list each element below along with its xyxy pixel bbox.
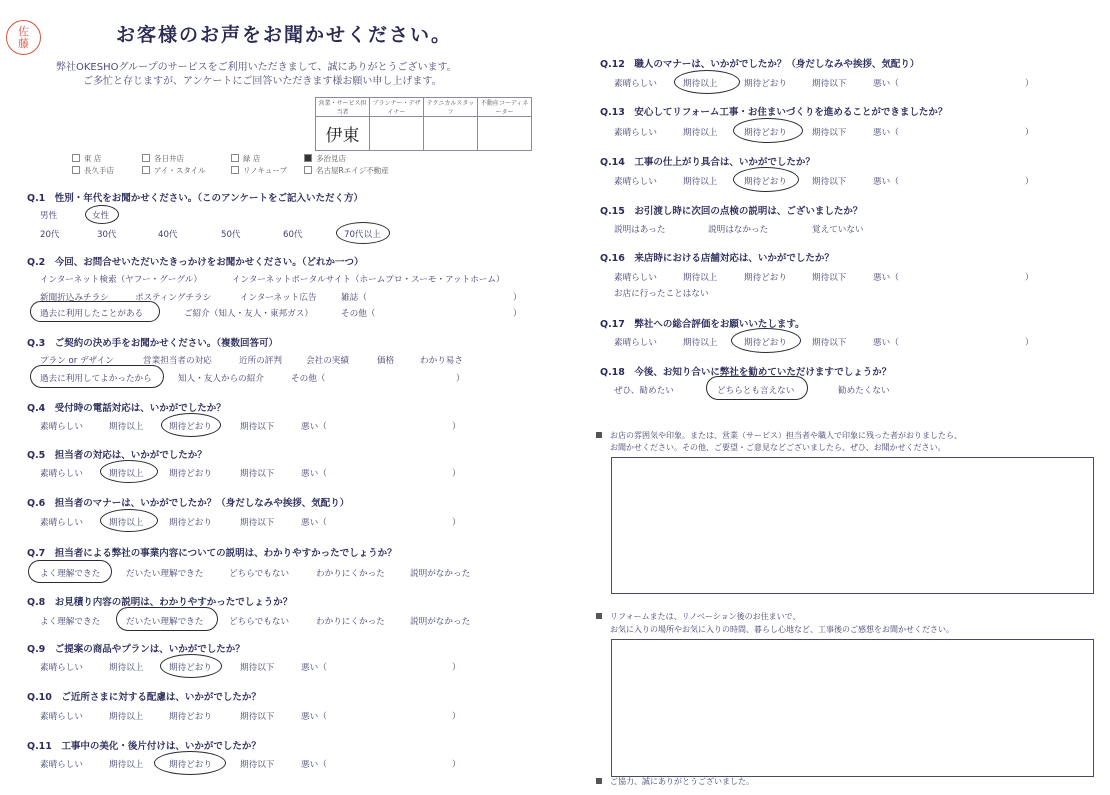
q15-option[interactable]: 覚えていない <box>812 225 864 235</box>
shop-option[interactable]: 東 店 <box>72 153 101 164</box>
q7-explain-option[interactable]: わかりにくかった <box>316 569 385 579</box>
q16-rating-option[interactable]: 期待以上 <box>683 273 718 283</box>
q16-rating-option[interactable]: 素晴らしい <box>614 273 657 283</box>
q8-explain-option[interactable]: だいたい理解できた <box>126 617 204 627</box>
free-comment-2-prompt-line2: お気に入りの場所やお気に入りの時間、暮らし心地など、工事後のご感想をお聞かせください。 <box>610 625 954 634</box>
q6-bracket-close: ） <box>452 518 461 528</box>
checkbox-checked-icon[interactable] <box>304 154 312 162</box>
q18-option[interactable]: ぜひ、勧めたい <box>614 386 674 396</box>
q13-rating-option[interactable]: 期待以下 <box>812 128 847 138</box>
shop-option[interactable]: 多治見店 <box>304 153 346 164</box>
staff-value-planner[interactable] <box>370 117 424 151</box>
q8-explain-option[interactable]: よく理解できた <box>40 617 101 627</box>
q3-option[interactable]: 会社の実績 <box>306 356 349 366</box>
q6-rating-option[interactable]: 期待どおり <box>169 518 212 528</box>
q2-option[interactable]: 過去に利用したことがある <box>40 309 144 319</box>
free-comment-2-box[interactable] <box>611 639 1094 777</box>
question-12-title: Q.12 職人のマナーは、いかがでしたか？（身だしなみや挨拶、気配り） <box>600 59 920 70</box>
q8-explain-option[interactable]: わかりにくかった <box>316 617 385 627</box>
q1-age-option[interactable]: 30代 <box>97 230 117 240</box>
question-1-title: Q.1 性別・年代をお聞かせください。（このアンケートをご記入いただく方） <box>27 193 363 204</box>
q10-rating-option[interactable]: 期待どおり <box>169 712 212 722</box>
q1-gender-option[interactable]: 男性 <box>40 211 58 221</box>
q17-bracket-close: ） <box>1025 338 1034 348</box>
q11-rating-option[interactable]: 期待以上 <box>109 760 144 770</box>
q17-rating-option[interactable]: 期待以下 <box>812 338 847 348</box>
q8-explain-option[interactable]: どちらでもない <box>229 617 290 627</box>
q2-bracket-close: ） <box>513 293 522 303</box>
q4-rating-option[interactable]: 悪い（ <box>301 422 327 432</box>
q16-bracket-close: ） <box>1025 273 1034 283</box>
q12-rating-option[interactable]: 期待以下 <box>812 79 847 89</box>
q14-rating-option[interactable]: 期待以上 <box>683 177 718 187</box>
q2-option[interactable]: 新聞折込みチラシ <box>40 293 109 303</box>
question-10-title: Q.10 ご近所さまに対する配慮は、いかがでしたか？ <box>27 692 261 703</box>
q4-rating-option[interactable]: 期待以上 <box>109 422 144 432</box>
checkbox-icon[interactable] <box>231 166 239 174</box>
page-title: お客様のお声をお聞かせください。 <box>116 24 453 46</box>
q3-option[interactable]: その他（ <box>291 374 326 384</box>
question-7-title: Q.7 担当者による弊社の事業内容についての説明は、わかりやすかったでしょうか？ <box>27 548 397 559</box>
q16-rating-option[interactable]: 期待以下 <box>812 273 847 283</box>
q6-rating-option[interactable]: 期待以下 <box>240 518 275 528</box>
q12-rating-option[interactable]: 素晴らしい <box>614 79 657 89</box>
q1-age-option[interactable]: 70代以上 <box>344 230 381 240</box>
q4-bracket-close: ） <box>452 422 461 432</box>
intro-line-2: ご多忙と存じますが、アンケートにご回答いただきます様お願い申し上げます。 <box>83 76 442 87</box>
q3-bracket-close: ） <box>456 374 465 384</box>
q11-bracket-close: ） <box>452 760 461 770</box>
q9-rating-option[interactable]: 期待以上 <box>109 663 144 673</box>
q3-option[interactable]: 価格 <box>377 356 395 366</box>
q15-option[interactable]: 説明はあった <box>614 225 666 235</box>
free-comment-1-box[interactable] <box>611 457 1094 594</box>
q16-rating-option[interactable]: 期待どおり <box>744 273 787 283</box>
q16-rating-option[interactable]: 悪い（ <box>873 273 899 283</box>
q12-rating-option[interactable]: 悪い（ <box>873 79 899 89</box>
shop-option[interactable]: 名古屋Rエイジ不動産 <box>304 165 389 176</box>
intro-line-1: 弊社OKESHOグループのサービスをご利用いただきまして、誠にありがとうございます。 <box>56 62 457 73</box>
question-13-title: Q.13 安心してリフォーム工事・お住まいづくりを進めることができましたか？ <box>600 107 948 118</box>
q9-rating-option[interactable]: 期待どおり <box>169 663 212 673</box>
checkbox-icon[interactable] <box>142 154 150 162</box>
q13-bracket-close: ） <box>1025 128 1034 138</box>
question-6-title: Q.6 担当者のマナーは、いかがでしたか？（身だしなみや挨拶、気配り） <box>27 498 350 509</box>
q3-option[interactable]: プラン or デザイン <box>40 356 114 366</box>
shop-option[interactable]: 各日井店 <box>142 153 184 164</box>
q7-explain-option[interactable]: 説明がなかった <box>410 569 471 579</box>
q9-bracket-close: ） <box>452 663 461 673</box>
q18-option[interactable]: 勧めたくない <box>838 386 890 396</box>
q14-rating-option[interactable]: 素晴らしい <box>614 177 657 187</box>
q14-rating-option[interactable]: 悪い（ <box>873 177 899 187</box>
q1-age-option[interactable]: 50代 <box>221 230 241 240</box>
footer-thanks: ご協力、誠にありがとうございました。 <box>596 776 754 787</box>
question-17-title: Q.17 弊社への総合評価をお願いいたします。 <box>600 319 805 330</box>
q9-rating-option[interactable]: 期待以下 <box>240 663 275 673</box>
q2-option[interactable]: インターネット検索（ヤフー・グーグル） <box>40 275 202 285</box>
q7-explain-option[interactable]: よく理解できた <box>40 569 101 579</box>
q8-explain-option[interactable]: 説明がなかった <box>410 617 471 627</box>
q2-option[interactable]: インターネットポータルサイト（ホームプロ・スーモ・アットホーム） <box>232 275 505 285</box>
staff-header-technical: テクニカルスタッフ <box>424 98 478 117</box>
shop-option[interactable]: アイ・スタイル <box>142 165 206 176</box>
q6-rating-option[interactable]: 悪い（ <box>301 518 327 528</box>
question-9-title: Q.9 ご提案の商品やプランは、いかがでしたか？ <box>27 644 245 655</box>
q1-age-option[interactable]: 20代 <box>40 230 60 240</box>
checkbox-icon[interactable] <box>304 166 312 174</box>
q2-option[interactable]: 雑誌（ <box>341 293 367 303</box>
shop-option[interactable]: 緑 店 <box>231 153 260 164</box>
question-3-title: Q.3 ご契約の決め手をお聞かせください。（複数回答可） <box>27 338 279 349</box>
q6-rating-option[interactable]: 素晴らしい <box>40 518 83 528</box>
q9-rating-option[interactable]: 悪い（ <box>301 663 327 673</box>
q10-bracket-close: ） <box>452 712 461 722</box>
q5-rating-option[interactable]: 期待以下 <box>240 469 275 479</box>
q14-rating-option[interactable]: 期待以下 <box>812 177 847 187</box>
checkbox-icon[interactable] <box>142 166 150 174</box>
q4-rating-option[interactable]: 期待どおり <box>169 422 212 432</box>
q3-option[interactable]: 近所の評判 <box>239 356 282 366</box>
staff-header-sales: 営業・サービス担当者 <box>316 98 370 117</box>
q11-rating-option[interactable]: 悪い（ <box>301 760 327 770</box>
q4-rating-option[interactable]: 素晴らしい <box>40 422 83 432</box>
question-18-title: Q.18 今後、お知り合いに弊社を勧めていただけますでしょうか？ <box>600 367 892 378</box>
q11-rating-option[interactable]: 期待以下 <box>240 760 275 770</box>
q17-rating-option[interactable]: 素晴らしい <box>614 338 657 348</box>
name-stamp: 佐 藤 <box>6 20 41 55</box>
q7-explain-option[interactable]: どちらでもない <box>229 569 290 579</box>
q13-rating-option[interactable]: 期待以上 <box>683 128 718 138</box>
shop-option[interactable]: リノキューブ <box>231 165 287 176</box>
q5-rating-option[interactable]: 期待どおり <box>169 469 212 479</box>
staff-value-sales[interactable]: 伊東 <box>316 117 370 151</box>
q5-rating-option[interactable]: 期待以上 <box>109 469 144 479</box>
q5-bracket-close: ） <box>452 469 461 479</box>
q3-option[interactable]: わかり易さ <box>420 356 463 366</box>
q10-rating-option[interactable]: 素晴らしい <box>40 712 83 722</box>
question-15-title: Q.15 お引渡し時に次回の点検の説明は、ございましたか？ <box>600 206 863 217</box>
q13-rating-option[interactable]: 悪い（ <box>873 128 899 138</box>
q9-rating-option[interactable]: 素晴らしい <box>40 663 83 673</box>
free-comment-1-prompt-line2: お聞かせください。その他、ご要望・ご意見などございましたら、ぜひ、お聞かせください。 <box>610 443 946 452</box>
q15-option[interactable]: 説明はなかった <box>708 225 769 235</box>
q13-rating-option[interactable]: 期待どおり <box>744 128 787 138</box>
checkbox-icon[interactable] <box>231 154 239 162</box>
q4-rating-option[interactable]: 期待以下 <box>240 422 275 432</box>
question-8-title: Q.8 お見積り内容の説明は、わかりやすかったでしょうか？ <box>27 597 293 608</box>
question-16-title: Q.16 来店時における店舗対応は、いかがでしたか？ <box>600 253 834 264</box>
q10-rating-option[interactable]: 悪い（ <box>301 712 327 722</box>
q6-rating-option[interactable]: 期待以上 <box>109 518 144 528</box>
q1-age-option[interactable]: 40代 <box>158 230 178 240</box>
checkbox-icon[interactable] <box>72 154 80 162</box>
q7-explain-option[interactable]: だいたい理解できた <box>126 569 204 579</box>
q5-rating-option[interactable]: 素晴らしい <box>40 469 83 479</box>
q18-option[interactable]: どちらとも言えない <box>717 386 795 396</box>
q3-option[interactable]: 知人・友人からの紹介 <box>178 374 264 384</box>
q10-rating-option[interactable]: 期待以上 <box>109 712 144 722</box>
q5-rating-option[interactable]: 悪い（ <box>301 469 327 479</box>
q2-option[interactable]: ポスティングチラシ <box>135 293 212 303</box>
q16-extra-option[interactable]: お店に行ったことはない <box>614 289 709 299</box>
staff-value-technical[interactable] <box>424 117 478 151</box>
staff-table <box>315 97 532 151</box>
question-14-title: Q.14 工事の仕上がり具合は、いかがでしたか？ <box>600 157 815 168</box>
q3-option[interactable]: 過去に利用してよかったから <box>40 374 152 384</box>
q2-option[interactable]: インターネット広告 <box>240 293 317 303</box>
question-4-title: Q.4 受付時の電話対応は、いかがでしたか？ <box>27 403 226 414</box>
q2-option[interactable]: その他（ <box>341 309 376 319</box>
q1-gender-option[interactable]: 女性 <box>92 211 110 221</box>
q2-bracket-close: ） <box>513 309 522 319</box>
q12-rating-option[interactable]: 期待どおり <box>744 79 787 89</box>
q12-rating-option[interactable]: 期待以上 <box>683 79 718 89</box>
q17-rating-option[interactable]: 期待以上 <box>683 338 718 348</box>
free-comment-1-prompt: お店の雰囲気や印象。または、営業（サービス）担当者や職人で印象に残った者がおりましたら、 <box>596 430 962 441</box>
q10-rating-option[interactable]: 期待以下 <box>240 712 275 722</box>
q1-age-option[interactable]: 60代 <box>283 230 303 240</box>
staff-header-realestate: 不動産コーディネーター <box>478 98 532 117</box>
checkbox-icon[interactable] <box>72 166 80 174</box>
q12-bracket-close: ） <box>1025 79 1034 89</box>
shop-option[interactable]: 長久手店 <box>72 165 114 176</box>
staff-value-realestate[interactable] <box>478 117 532 151</box>
question-11-title: Q.11 工事中の美化・後片付けは、いかがでしたか？ <box>27 741 261 752</box>
question-2-title: Q.2 今回、お問合せいただいたきっかけをお聞かせください。（どれか一つ） <box>27 257 364 268</box>
staff-header-planner: プランナー・デザイナー <box>370 98 424 117</box>
q14-bracket-close: ） <box>1025 177 1034 187</box>
q14-rating-option[interactable]: 期待どおり <box>744 177 787 187</box>
q11-rating-option[interactable]: 素晴らしい <box>40 760 83 770</box>
q13-rating-option[interactable]: 素晴らしい <box>614 128 657 138</box>
q11-rating-option[interactable]: 期待どおり <box>169 760 212 770</box>
q17-rating-option[interactable]: 期待どおり <box>744 338 787 348</box>
q17-rating-option[interactable]: 悪い（ <box>873 338 899 348</box>
q3-option[interactable]: 営業担当者の対応 <box>143 356 212 366</box>
q2-option[interactable]: ご紹介（知人・友人・東邦ガス） <box>184 309 313 319</box>
free-comment-2-prompt: リフォームまたは、リノベーション後のお住まいで、 <box>596 611 800 622</box>
question-5-title: Q.5 担当者の対応は、いかがでしたか？ <box>27 450 207 461</box>
